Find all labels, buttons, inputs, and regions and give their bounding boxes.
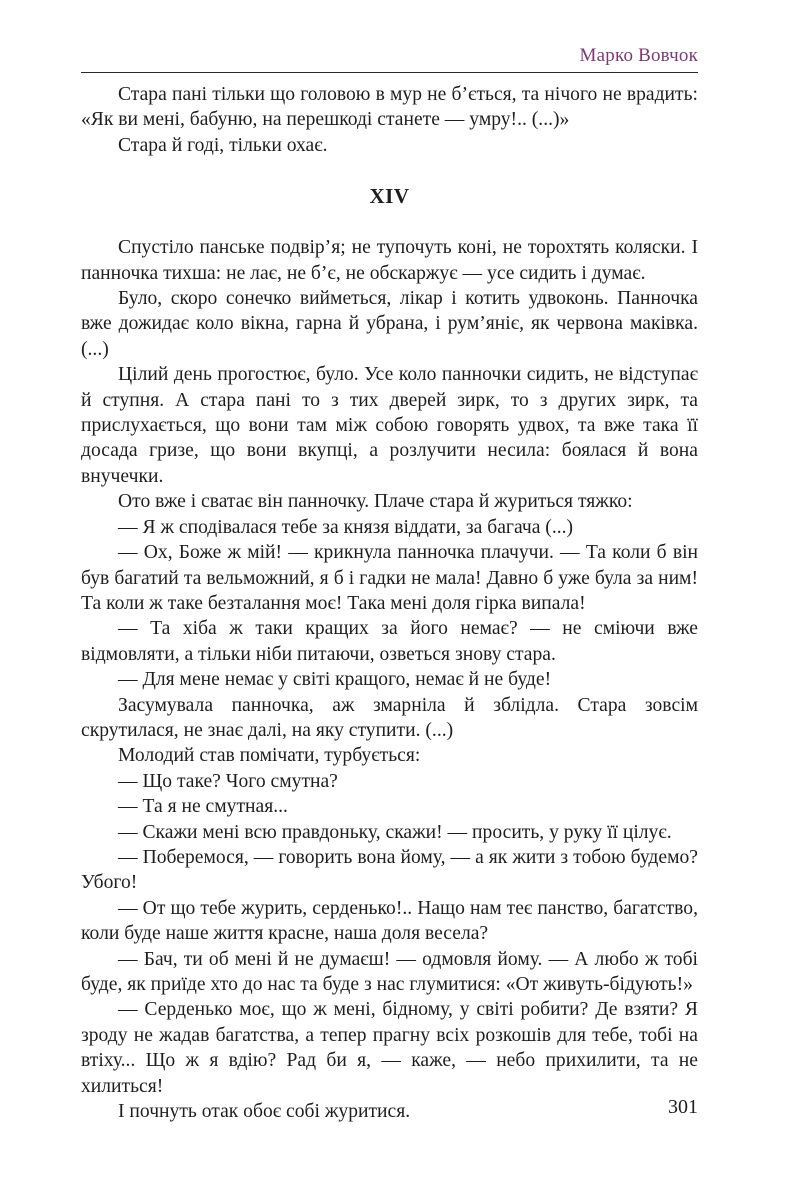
page-number: 301 [668,1096,698,1118]
dialogue-line: — Поберемося, — говорить вона йому, — а як жити з тобою будемо? Убого! [81,846,698,894]
dialogue-line: — От що тебе журить, серденько!.. Нащо нам теє панство, багатство, коли буде наше життя красне, наша доля весела? [81,897,698,945]
paragraph: Ото вже і сватає він панночку. Плаче стара й журиться тяжко: [118,491,633,513]
paragraph: Молодий став помічати, турбується: [118,745,421,767]
dialogue-line: — Що таке? Чого смутна? [118,770,338,792]
header-rule [81,72,698,73]
paragraph: Стара й годі, тільки охає. [118,134,328,156]
dialogue-line: — Скажи мені всю правдоньку, скажи! — просить, у руку її цілує. [118,821,672,843]
dialogue-line: — Бач, ти об мені й не думаєш! — одмовля йому. — А любо ж тобі буде, як приїде хто до нас та буде з нас глумитися: «От живуть-бідують!» [81,948,698,995]
paragraph: Засумувала панночка, аж змарніла й зблідла. Стара зовсім скрутилася, не знає далі, на яку ступити. (...) [81,694,698,741]
paragraph: Спустіло панське подвір’я; не тупочуть коні, не торохтять коляски. І панночка тихша: не лає, не б’є, не обскаржує — усе сидить і думає. [81,237,698,284]
paragraph: Було, скоро сонечко вийметься, лікар і котить удвоконь. Панночка вже дожидає коло вікна, гарна й убрана, і рум’яніє, як червона маківка. (...) [81,288,698,360]
dialogue-line: — Для мене немає у світі кращого, немає й не буде! [118,669,552,691]
dialogue-line: — Ох, Боже ж мій! — крикнула панночка плачучи. — Та коли б він був багатий та вельможний, я б і гадки не мала! Давно б уже була за ним! Та коли ж таке безталання моє! Така мені доля гірка випала! [81,542,698,614]
dialogue-line: — Я ж сподівалася тебе за князя віддати, за багача (...) [118,516,574,538]
paragraph: Цілий день прогостює, було. Усе коло панночки сидить, не відступає й ступня. А стара пані то з тих дверей зирк, то з других зирк, та прислухається, що вони там між собою говорять удвох, та вже така її досада гризе, що вони вкупці, а розлучити несила: боялася й вона внучечки. [81,364,698,487]
paragraph: І почнуть отак обоє собі журитися. [118,1101,411,1123]
dialogue-line: — Та я не смутная... [118,796,288,818]
paragraph: Стара пані тільки що головою в мур не б’ється, та нічого не врадить: «Як ви мені, бабуню, на перешкоді станете — умру!.. (...)» [81,84,698,131]
text-body [81,82,698,1124]
chapter-heading: XIV [369,184,410,209]
dialogue-line: — Серденько моє, що ж мені, бідному, у світі робити? Де взяти? Я зроду не жадав багатства, а тепер прагну всіх розкошів для тебе, тобі на втіху... Що ж я вдію? Рад би я, — каже, — небо прихилити, та не хилиться! [81,999,698,1097]
running-head-author: Марко Вовчок [579,45,698,66]
dialogue-line: — Та хіба ж таки кращих за його немає? — не сміючи вже відмовляти, а тільки ніби питаючи, озветься знову стара. [81,618,698,665]
